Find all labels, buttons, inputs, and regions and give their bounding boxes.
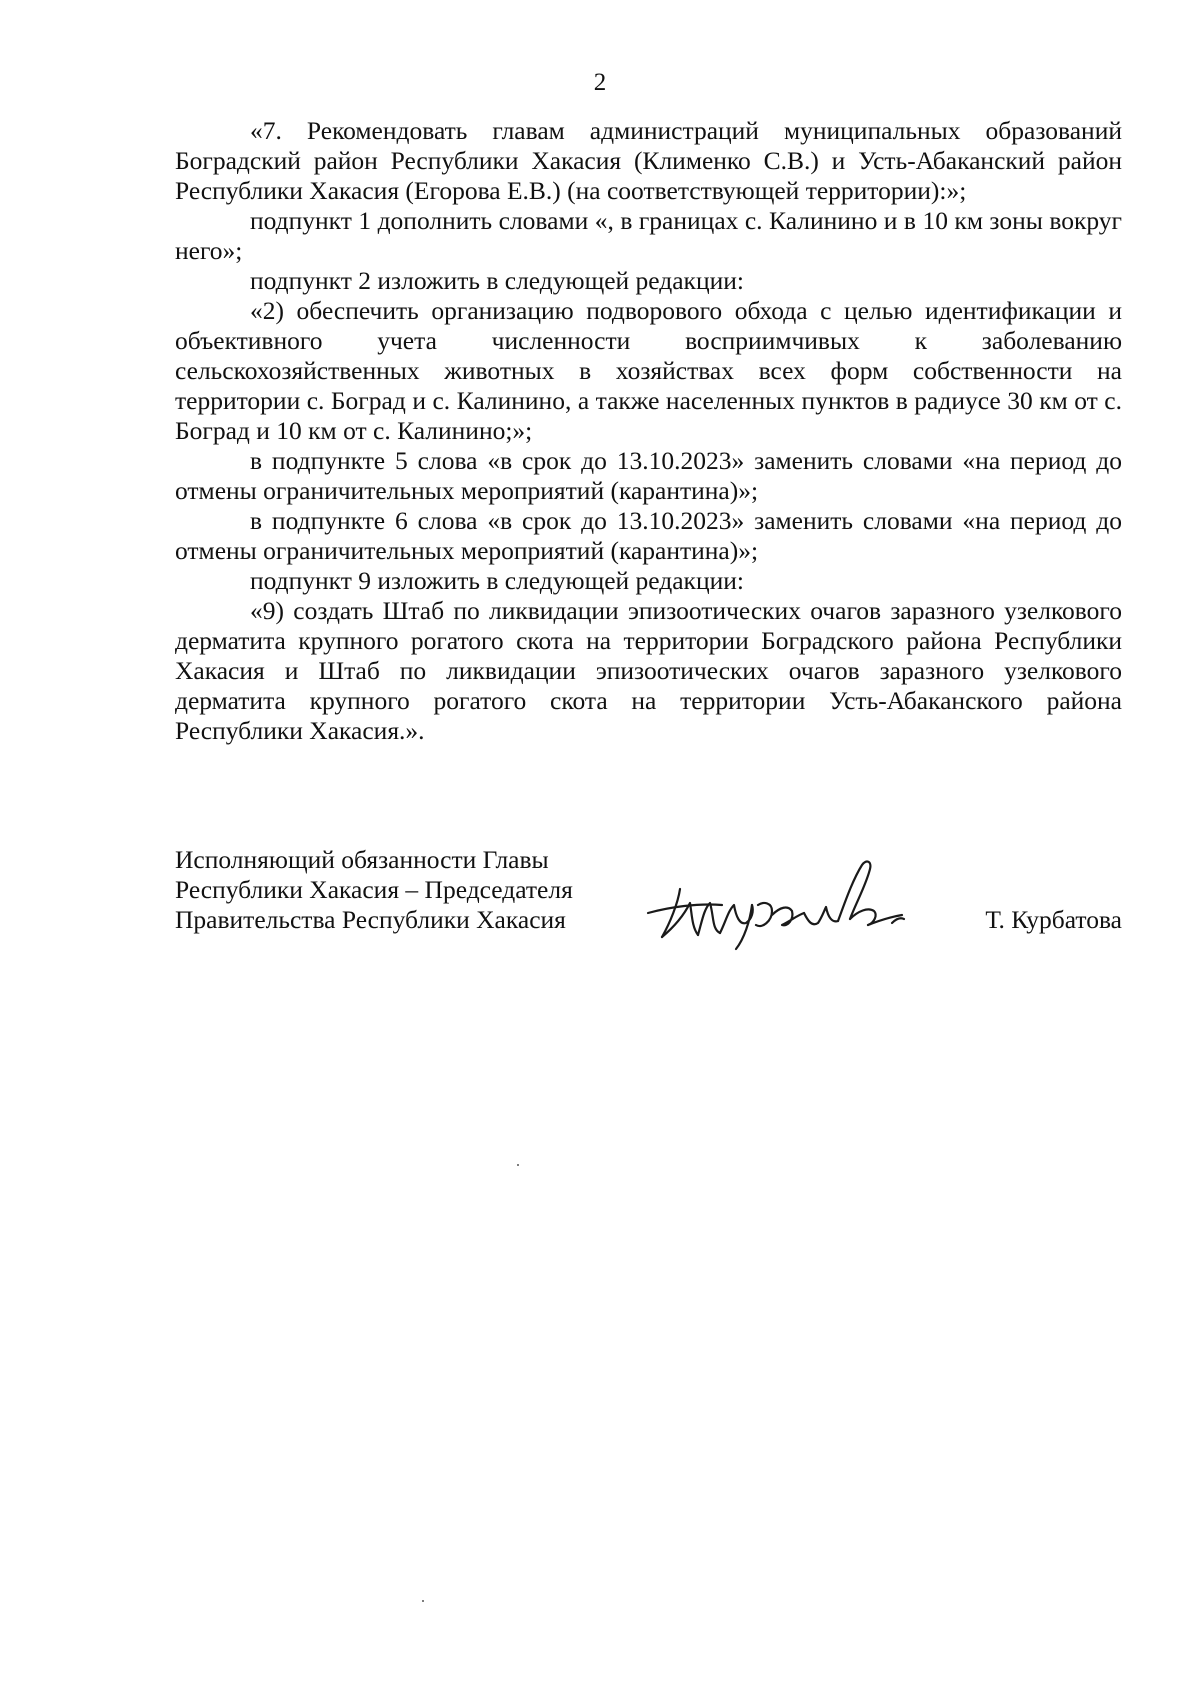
- paragraph-subitem-5-amendment: в подпункте 5 слова «в срок до 13.10.2023» заменить словами «на период до отмены ограничительных мероприятий (карантина)»;: [175, 446, 1122, 505]
- signatory-position: [175, 845, 615, 935]
- signatory-name: Т. Курбатова: [985, 905, 1122, 934]
- handwritten-signature: [640, 845, 910, 955]
- paragraph-item-7-recommendation: «7. Рекомендовать главам администраций муниципальных образований Боградский район Республики Хакасия (Клименко С.В.) и Усть-Абаканский район Республики Хакасия (Егорова Е.В.) (на соответствующей территории):»;: [175, 116, 1122, 205]
- paragraph-subitem-2-text: «2) обеспечить организацию подворового обхода с целью идентификации и объективного учета численности восприимчивых к заболеванию сельскохозяйственных животных в хозяйствах всех форм собственности на территории с. Боград и с. Калинино, а также населенных пунктов в радиусе 30 км от с. Боград и 10 км от с. Калинино;»;: [175, 296, 1122, 445]
- paragraph-subitem-1-amendment: подпункт 1 дополнить словами «, в границах с. Калинино и в 10 км зоны вокруг него»;: [175, 206, 1122, 265]
- position-line: Республики Хакасия – Председателя: [175, 875, 573, 904]
- scan-speck: [517, 1164, 519, 1166]
- position-line: Исполняющий обязанности Главы: [175, 845, 549, 874]
- page-number: 2: [593, 69, 607, 96]
- signature-block: [175, 845, 1122, 955]
- paragraph-subitem-9-text: «9) создать Штаб по ликвидации эпизоотических очагов заразного узелкового дерматита крупного рогатого скота на территории Боградского района Республики Хакасия и Штаб по ликвидации эпизоотических очагов заразного узелкового дерматита крупного рогатого скота на территории Усть-Абаканского района Республики Хакасия.».: [175, 596, 1122, 745]
- paragraph-subitem-2-intro: подпункт 2 изложить в следующей редакции:: [250, 266, 744, 295]
- document-body: [175, 116, 1122, 746]
- scan-speck: [422, 1600, 424, 1602]
- paragraph-subitem-9-intro: подпункт 9 изложить в следующей редакции:: [250, 566, 744, 595]
- position-line: Правительства Республики Хакасия: [175, 905, 566, 934]
- paragraph-subitem-6-amendment: в подпункте 6 слова «в срок до 13.10.2023» заменить словами «на период до отмены ограничительных мероприятий (карантина)»;: [175, 506, 1122, 565]
